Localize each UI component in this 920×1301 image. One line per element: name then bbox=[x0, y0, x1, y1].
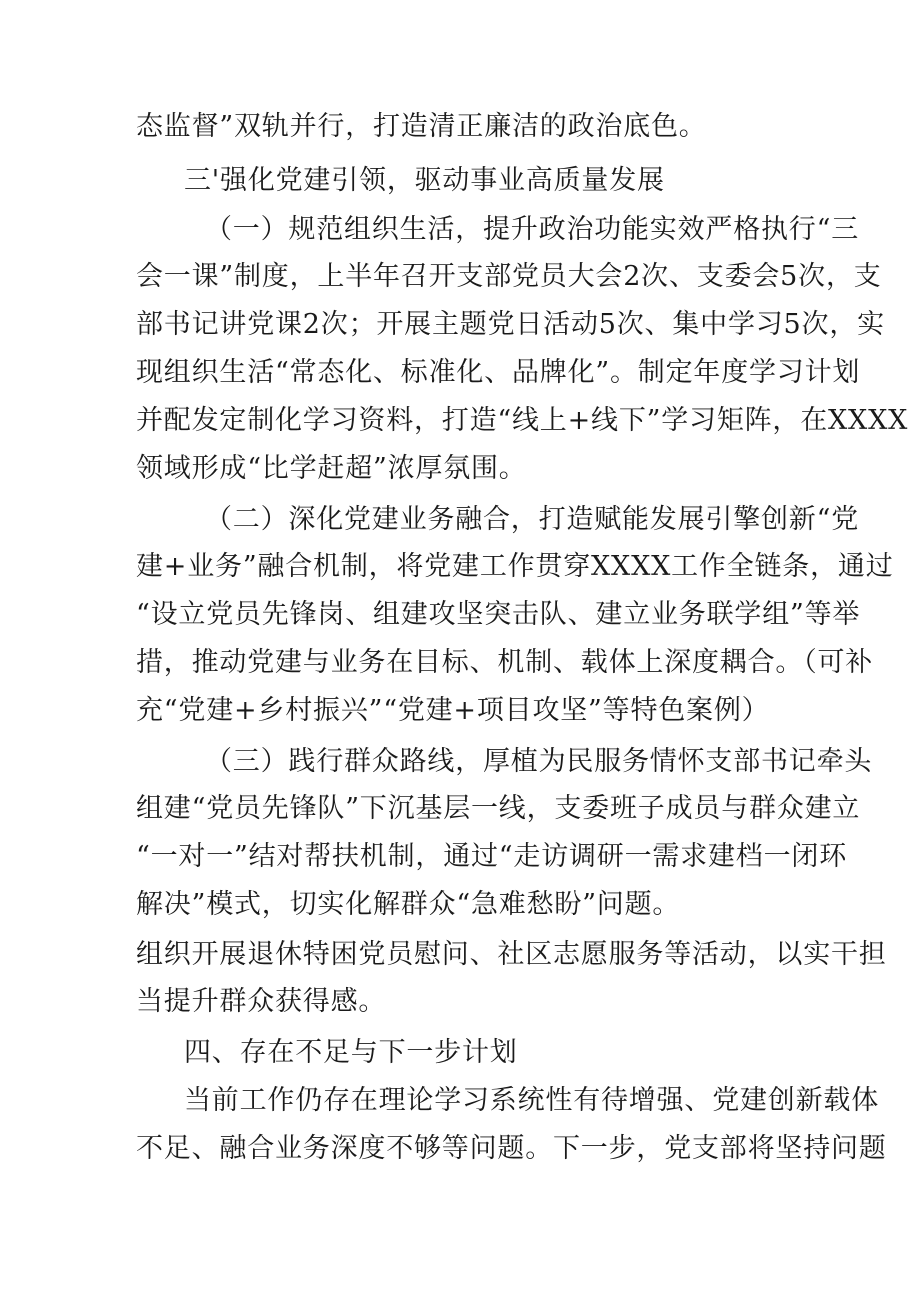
paragraph-line: “一对一”结对帮扶机制，通过“走访调研一需求建档一闭环 bbox=[136, 841, 848, 872]
paragraph-line: 措，推动党建与业务在目标、机制、载体上深度耦合。（可补 bbox=[136, 647, 874, 678]
paragraph-line: 部书记讲党课2次；开展主题党日活动5次、集中学习5次，实 bbox=[136, 309, 885, 340]
paragraph-line: 并配发定制化学习资料，打造“线上+线下”学习矩阵，在XXXX bbox=[136, 405, 909, 436]
section-heading-3: 三'强化党建引领，驱动事业高质量发展 bbox=[184, 165, 665, 196]
subheading-line: （一）规范组织生活，提升政治功能实效严格执行“三 bbox=[205, 214, 860, 245]
paragraph-line: 不足、融合业务深度不够等问题。下一步，党支部将坚持问题 bbox=[136, 1133, 887, 1164]
paragraph-line: 当前工作仍存在理论学习系统性有待增强、党建创新载体 bbox=[184, 1085, 879, 1116]
paragraph-line: 领域形成“比学赶超”浓厚氛围。 bbox=[136, 453, 527, 484]
paragraph-line: 会一课”制度，上半年召开支部党员大会2次、支委会5次，支 bbox=[136, 261, 882, 292]
paragraph-line: 组建“党员先锋队”下沉基层一线，支委班子成员与群众建立 bbox=[136, 793, 861, 824]
paragraph-line: 当提升群众获得感。 bbox=[136, 986, 387, 1017]
subheading-line: （三）践行群众路线，厚植为民服务情怀支部书记牵头 bbox=[205, 746, 873, 777]
paragraph-line: 组织开展退休特困党员慰问、社区志愿服务等活动，以实干担 bbox=[136, 939, 887, 970]
paragraph-line: 解决”模式，切实化解群众“急难愁盼”问题。 bbox=[136, 889, 681, 920]
paragraph-line: “设立党员先锋岗、组建攻坚突击队、建立业务联学组”等举 bbox=[136, 599, 861, 630]
section-heading-4: 四、存在不足与下一步计划 bbox=[184, 1037, 518, 1068]
paragraph-line: 现组织生活“常态化、标准化、品牌化”。制定年度学习计划 bbox=[136, 357, 861, 388]
subheading-line: （二）深化党建业务融合，打造赋能发展引擎创新“党 bbox=[205, 504, 860, 535]
paragraph-line: 建+业务”融合机制，将党建工作贯穿XXXX工作全链条，通过 bbox=[136, 551, 894, 582]
paragraph-line: 态监督”双轨并行，打造清正廉洁的政治底色。 bbox=[136, 111, 707, 142]
paragraph-line: 充“党建+乡村振兴”“党建+项目攻坚”等特色案例） bbox=[136, 695, 770, 726]
